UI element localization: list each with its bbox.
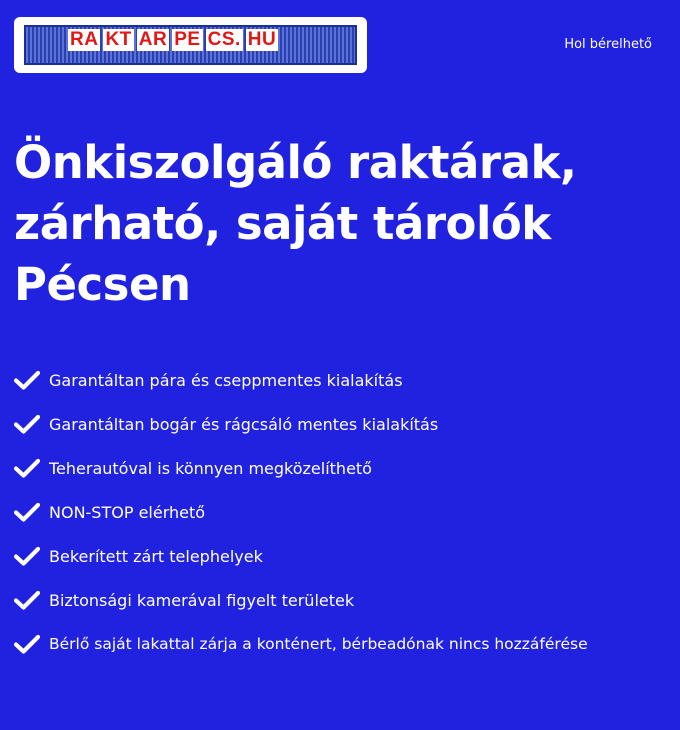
logo-letter: AR <box>138 29 168 50</box>
page-title-line: Önkiszolgáló raktárak, <box>14 136 577 189</box>
feature-text: Biztonsági kamerával figyelt területek <box>49 590 355 610</box>
check-icon <box>14 546 40 566</box>
feature-item <box>14 446 680 490</box>
check-icon <box>14 414 40 434</box>
feature-item <box>14 534 680 578</box>
feature-item <box>14 402 680 446</box>
feature-list <box>14 358 680 666</box>
logo-letter: HU <box>247 29 277 50</box>
feature-text: Garantáltan bogár és rágcsáló mentes kialakítás <box>49 414 439 434</box>
feature-item <box>14 358 680 402</box>
logo-letter: KT <box>105 29 132 50</box>
feature-text: Garantáltan pára és cseppmentes kialakítás <box>49 370 403 390</box>
check-icon <box>14 590 40 610</box>
page-title-line: zárható, saját tárolók <box>14 197 551 250</box>
check-icon <box>14 370 40 390</box>
page-title <box>14 132 680 315</box>
feature-text: Teherautóval is könnyen megközelíthető <box>49 458 372 478</box>
site-logo[interactable] <box>14 17 367 73</box>
logo-text <box>68 29 278 51</box>
page-title-line: Pécsen <box>14 258 191 311</box>
check-icon <box>14 502 40 522</box>
check-icon <box>14 634 40 654</box>
nav-link-hol-berelheto[interactable]: Hol bérelhető <box>564 37 652 52</box>
logo-container-graphic <box>24 25 357 65</box>
feature-text: NON-STOP elérhető <box>49 502 206 522</box>
check-icon <box>14 458 40 478</box>
logo-letter: PE <box>174 29 201 50</box>
feature-item <box>14 578 680 622</box>
feature-item <box>14 490 680 534</box>
logo-letter: RA <box>70 29 99 50</box>
feature-text: Bérlő saját lakattal zárja a konténert, bérbeadónak nincs hozzáférése <box>49 635 588 653</box>
feature-item <box>14 622 680 666</box>
feature-text: Bekerített zárt telephelyek <box>49 546 263 566</box>
logo-letter: CS. <box>207 29 241 50</box>
